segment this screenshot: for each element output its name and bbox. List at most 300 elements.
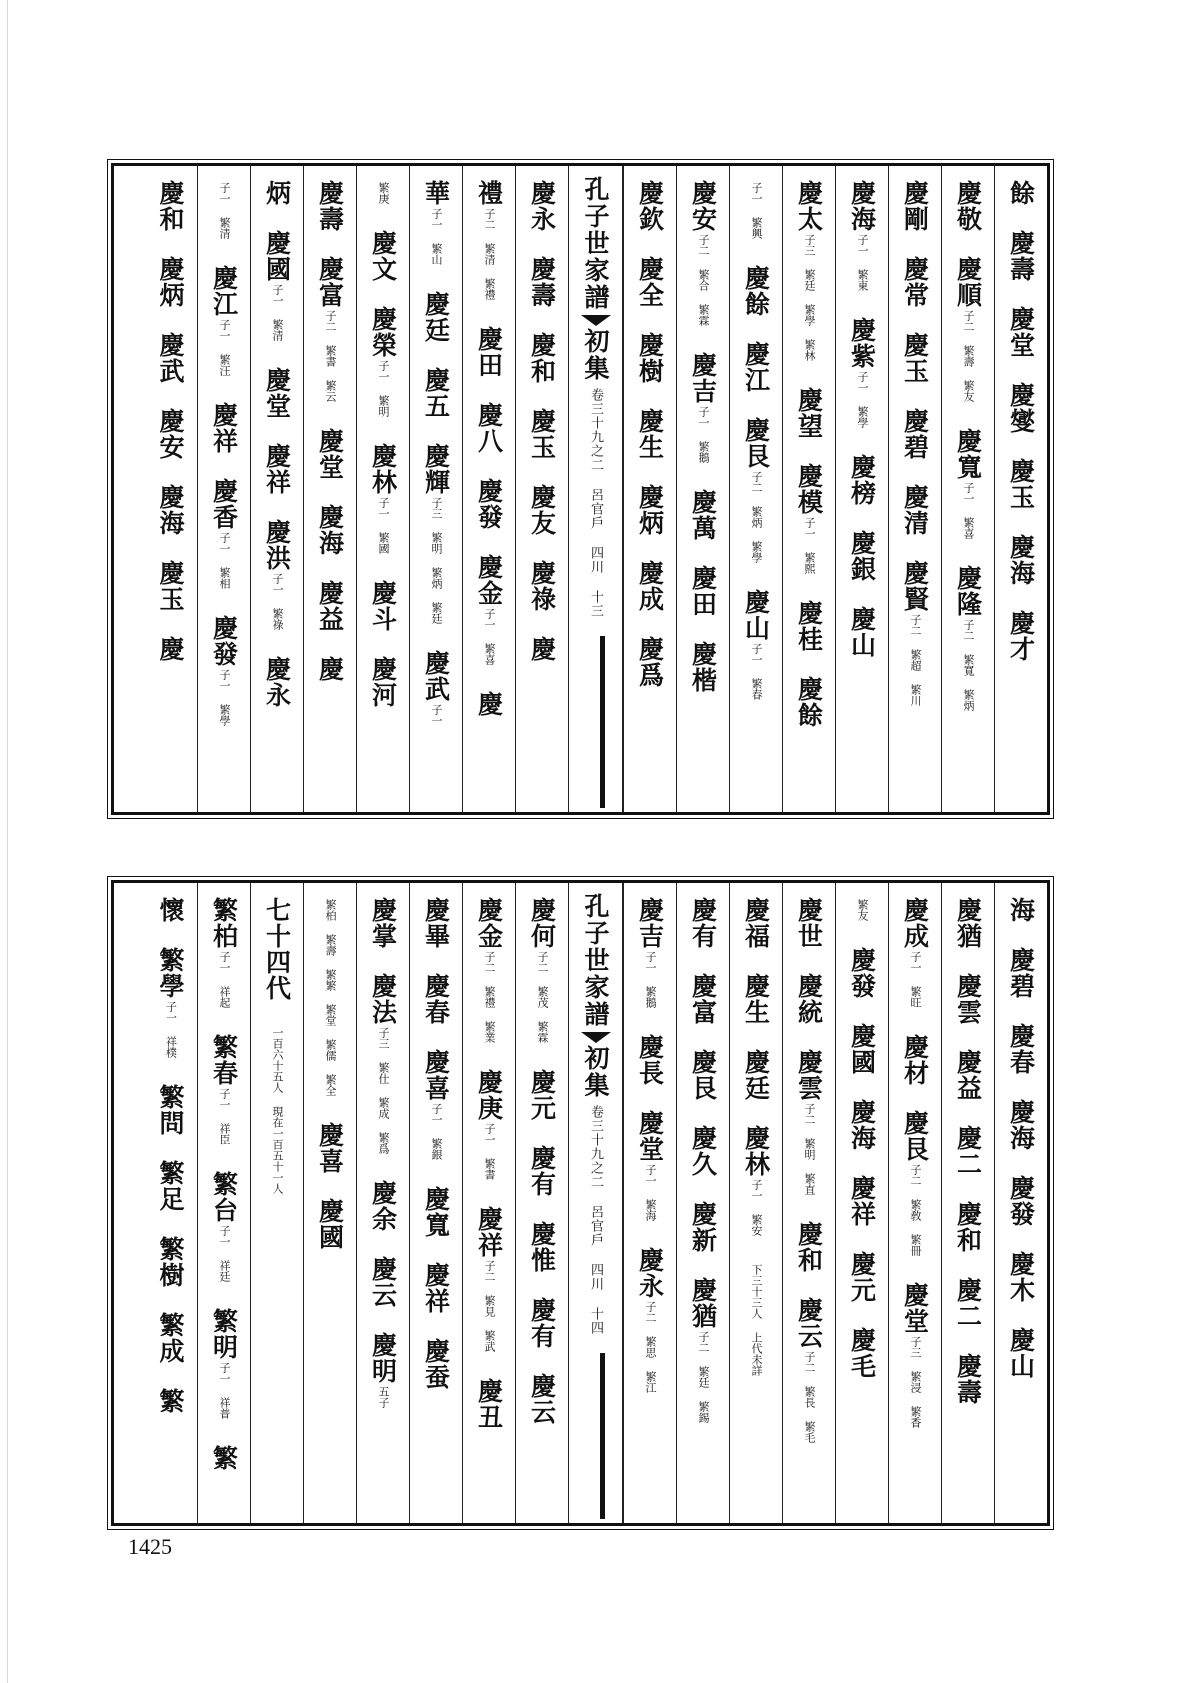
- entry-group: [527, 1145, 557, 1197]
- entry-group: [474, 691, 504, 717]
- entry-annotation: 子一 繁山: [430, 208, 443, 265]
- entry-group: [527, 256, 557, 308]
- entry-group: [527, 1069, 557, 1121]
- entry-group: [794, 1221, 824, 1273]
- entry-name: 慶畢: [421, 897, 451, 949]
- entry-name: 慶全: [635, 256, 665, 308]
- entry-name: 慶: [315, 656, 345, 682]
- entry-column: [835, 166, 888, 812]
- entry-column: [144, 883, 197, 1523]
- entry-group: [1006, 1327, 1036, 1379]
- entry-name: 慶炳: [156, 256, 185, 308]
- entry-annotation: 子一 繁鵝: [644, 951, 657, 1008]
- entry-annotation: 子一 祥普: [218, 1362, 231, 1419]
- book-title: 孔子世家譜: [581, 176, 610, 311]
- entry-annotation: 子二 繁見 繁武: [483, 1260, 496, 1352]
- entry-column: [250, 166, 303, 812]
- entry-group: [527, 180, 557, 232]
- entry-annotation: 子二 繁思 繁江: [644, 1301, 657, 1393]
- entry-annotation: 子二 繁明 繁直: [803, 1103, 816, 1195]
- entry-group: [421, 1186, 451, 1238]
- entry-group: [794, 600, 824, 652]
- entry-name: 慶海: [1006, 1099, 1036, 1151]
- entry-name: 慶艮: [741, 417, 771, 469]
- entry-name: 慶望: [794, 387, 824, 439]
- entry-annotation: 子二 繁茂 繁霖: [536, 951, 549, 1043]
- entry-name: 慶和: [527, 332, 557, 384]
- entry-name: 慶祥: [474, 1206, 504, 1258]
- entry-group: [368, 580, 398, 632]
- entry-group: [262, 656, 292, 708]
- center-rule-bar: [600, 636, 605, 808]
- entry-annotation: 子三 繁浸 繁香: [909, 1336, 922, 1428]
- entry-group: [953, 1049, 983, 1101]
- entry-name: 慶堂: [262, 367, 292, 419]
- entry-group: [315, 656, 345, 682]
- entry-group: [527, 1297, 557, 1349]
- entry-name: 慶和: [953, 1201, 983, 1253]
- entry-group: [847, 180, 877, 293]
- entry-group: [158, 1388, 183, 1414]
- entry-group: [376, 180, 390, 206]
- entry-column: [356, 883, 409, 1523]
- entry-name: 慶林: [741, 1125, 771, 1177]
- entry-column: [676, 883, 729, 1523]
- entry-name: 繁: [156, 1388, 185, 1414]
- entry-group: [847, 454, 877, 506]
- entry-group: [900, 408, 930, 460]
- entry-group: [421, 180, 451, 267]
- entry-group: [847, 1251, 877, 1303]
- entry-group: [421, 1049, 451, 1162]
- fish-tail-mark: [581, 1032, 611, 1043]
- entry-group: [1006, 306, 1036, 358]
- entry-name: 慶壽: [315, 180, 345, 232]
- entry-annotation: 子一 繁鵝: [697, 406, 710, 463]
- entry-group: [270, 1025, 284, 1196]
- entry-column: [729, 166, 782, 812]
- entry-annotation: 子二 繁炳 繁學: [750, 471, 763, 563]
- entry-name: 慶毛: [847, 1327, 877, 1379]
- entry-annotation: 子一: [430, 704, 443, 726]
- fish-tail-mark: [581, 315, 611, 326]
- entry-name: 慶有: [688, 897, 718, 949]
- entry-column: [676, 166, 729, 812]
- entry-group: [953, 1201, 983, 1253]
- entry-column: [515, 883, 568, 1523]
- entry-name: 慶二: [953, 1277, 983, 1329]
- entry-name: 慶國: [847, 1023, 877, 1075]
- entry-name: 慶萬: [688, 489, 718, 541]
- entry-group: [1006, 382, 1036, 434]
- entry-name: 慶木: [1006, 1251, 1036, 1303]
- entry-column: [462, 883, 515, 1523]
- entry-group: [688, 897, 718, 949]
- entry-group: [635, 484, 665, 536]
- entry-group: [158, 1236, 183, 1288]
- entry-group: [368, 656, 398, 708]
- entry-name: 繁: [209, 1445, 239, 1471]
- entry-name: 慶香: [209, 478, 239, 530]
- entry-column: [994, 883, 1047, 1523]
- entry-group: [635, 332, 665, 384]
- entry-column: [515, 166, 568, 812]
- entry-annotation: 子一 繁祿: [271, 573, 284, 630]
- chapter-page-info: 卷三十九之二 呂官戶 四川 十四: [588, 1105, 603, 1335]
- entry-group: [847, 1327, 877, 1379]
- entry-name: 慶炳: [635, 484, 665, 536]
- entry-name: 慶久: [688, 1125, 718, 1177]
- entry-group: [262, 519, 292, 632]
- entry-group: [688, 1277, 718, 1425]
- entry-name: 慶有: [527, 1297, 557, 1349]
- entry-name: 慶發: [1006, 1175, 1036, 1227]
- entry-group: [855, 897, 869, 923]
- entry-annotation: 子二 繁合 繁霖: [697, 234, 710, 326]
- entry-annotation: 子一 繁書: [483, 1123, 496, 1180]
- page-columns: [114, 166, 1047, 812]
- entry-name: 慶榜: [847, 454, 877, 506]
- entry-annotation: 子一 繁國: [377, 497, 390, 554]
- entry-name: 慶廷: [741, 1049, 771, 1101]
- entry-group: [262, 897, 292, 1001]
- entry-group: [953, 1353, 983, 1405]
- entry-annotation: 子二 繁清 繁禮: [483, 208, 496, 300]
- entry-column: [623, 166, 676, 812]
- entry-group: [741, 1049, 771, 1101]
- entry-group: [209, 1445, 239, 1471]
- entry-annotation: 子二 繁寬 繁炳: [962, 619, 975, 711]
- entry-name: 慶江: [209, 265, 239, 317]
- entry-name: 慶祥: [421, 1262, 451, 1314]
- entry-name: 慶雲: [794, 1049, 824, 1101]
- entry-name: 懷: [156, 897, 185, 923]
- entry-name: 慶明: [368, 1332, 398, 1384]
- entry-group: [635, 256, 665, 308]
- entry-name: 慶和: [794, 1221, 824, 1273]
- entry-group: [953, 1277, 983, 1329]
- entry-group: [900, 897, 930, 1010]
- entry-name: 慶有: [527, 1145, 557, 1197]
- entry-group: [158, 560, 183, 612]
- entry-name: 慶壽: [1006, 230, 1036, 282]
- entry-annotation: 子二 繁超 繁川: [909, 614, 922, 706]
- entry-name: 慶丑: [474, 1378, 504, 1430]
- entry-name: 慶安: [688, 180, 718, 232]
- entry-name: 慶統: [794, 973, 824, 1025]
- entry-group: [953, 180, 983, 232]
- entry-group: [474, 180, 504, 302]
- entry-name: 慶國: [262, 230, 292, 282]
- entry-group: [900, 1282, 930, 1430]
- entry-annotation: 子二 繁敎 繁冊: [909, 1164, 922, 1256]
- entry-name: 慶春: [421, 973, 451, 1025]
- entry-name: 慶輝: [421, 443, 451, 495]
- entry-group: [749, 1262, 763, 1378]
- entry-name: 慶永: [635, 1247, 665, 1299]
- entry-group: [635, 1247, 665, 1395]
- entry-name: 繁問: [156, 1084, 185, 1136]
- entry-name: 慶云: [527, 1373, 557, 1425]
- entry-name: 慶金: [474, 897, 504, 949]
- entry-group: [315, 504, 345, 556]
- center-rule-bar: [600, 1353, 605, 1519]
- entry-group: [158, 484, 183, 536]
- entry-name: 慶山: [741, 589, 771, 641]
- entry-annotation: 子二 繁禮 繁業: [483, 951, 496, 1043]
- entry-name: 慶材: [900, 1034, 930, 1086]
- entry-group: [794, 1049, 824, 1197]
- entry-group: [688, 641, 718, 693]
- entry-group: [474, 897, 504, 1045]
- entry-name: 慶生: [741, 973, 771, 1025]
- entry-annotation: 子一 繁清: [271, 284, 284, 341]
- entry-group: [209, 1171, 239, 1284]
- entry-group: [158, 180, 183, 232]
- entry-name: 慶益: [315, 580, 345, 632]
- entry-annotation: 子一 繁安: [750, 1179, 763, 1236]
- entry-group: [688, 1201, 718, 1253]
- entry-group: [315, 256, 345, 404]
- entry-name: 慶堂: [635, 1110, 665, 1162]
- entry-group: [635, 180, 665, 232]
- entry-group: [847, 530, 877, 582]
- entry-group: [209, 402, 239, 454]
- entry-annotation: 子一 繁熙: [803, 517, 816, 574]
- entry-name: 慶山: [1006, 1327, 1036, 1379]
- entry-name: 繁台: [209, 1171, 239, 1223]
- entry-annotation: 子一 繁銀: [430, 1103, 443, 1160]
- entry-name: 慶江: [741, 341, 771, 393]
- entry-name: 慶海: [1006, 534, 1036, 586]
- entry-group: [688, 180, 718, 328]
- entry-column: [144, 166, 197, 812]
- entry-name: 慶喜: [421, 1049, 451, 1101]
- entry-annotation: 子一 祥臣: [218, 1088, 231, 1145]
- entry-group: [262, 443, 292, 495]
- entry-name: 慶海: [847, 180, 877, 232]
- entry-name: 炳: [262, 180, 292, 206]
- entry-group: [158, 947, 183, 1060]
- entry-group: [847, 317, 877, 430]
- entry-annotation: 子一 繁喜: [483, 608, 496, 665]
- entry-annotation: 子一 繁學: [218, 669, 231, 726]
- entry-name: 慶永: [527, 180, 557, 232]
- entry-group: [158, 408, 183, 460]
- entry-name: 慶祥: [262, 443, 292, 495]
- entry-name: 慶壽: [527, 256, 557, 308]
- book-title: 孔子世家譜: [581, 893, 610, 1028]
- entry-name: 慶金: [474, 554, 504, 606]
- entry-annotation: 繁友: [856, 899, 869, 921]
- entry-group: [315, 428, 345, 480]
- entry-group: [209, 478, 239, 591]
- entry-group: [900, 560, 930, 708]
- entry-group: [794, 180, 824, 363]
- entry-name: 慶餘: [741, 265, 771, 317]
- entry-group: [158, 636, 183, 662]
- entry-group: [158, 1312, 183, 1364]
- entry-name: 慶玉: [1006, 458, 1036, 510]
- entry-annotation: 繁庚: [377, 182, 390, 204]
- entry-annotation: 子一 繁汪: [218, 319, 231, 376]
- entry-name: 慶海: [847, 1099, 877, 1151]
- entry-name: 慶武: [156, 332, 185, 384]
- entry-annotation: 子一 繁東: [856, 234, 869, 291]
- entry-name: 慶雲: [953, 973, 983, 1025]
- entry-name: 慶寬: [953, 428, 983, 480]
- entry-column: [782, 166, 835, 812]
- entry-group: [847, 1099, 877, 1151]
- entry-group: [209, 897, 239, 1010]
- entry-group: [794, 897, 824, 949]
- entry-group: [635, 408, 665, 460]
- entry-name: 繁明: [209, 1308, 239, 1360]
- entry-annotation: 子一 繁清: [218, 182, 231, 239]
- entry-group: [635, 1034, 665, 1086]
- entry-group: [900, 1034, 930, 1086]
- entry-name: 慶堂: [315, 428, 345, 480]
- volume-label: 初集: [581, 1045, 610, 1099]
- entry-column: [782, 883, 835, 1523]
- entry-group: [368, 1256, 398, 1308]
- entry-group: [900, 332, 930, 384]
- entry-name: 餘: [1006, 180, 1036, 206]
- entry-annotation: 子一 祥起: [218, 951, 231, 1008]
- page-number: 1425: [128, 1534, 172, 1559]
- entry-group: [635, 1110, 665, 1223]
- entry-group: [527, 636, 557, 662]
- entry-group: [158, 256, 183, 308]
- entry-group: [527, 484, 557, 536]
- entry-annotation: 子一 繁喜: [962, 482, 975, 539]
- entry-name: 慶田: [474, 326, 504, 378]
- entry-column: [303, 166, 356, 812]
- entry-column: [462, 166, 515, 812]
- entry-group: [847, 1175, 877, 1227]
- entry-name: 慶祥: [847, 1175, 877, 1227]
- center-header-column: [568, 883, 623, 1523]
- entry-name: 慶銀: [847, 530, 877, 582]
- entry-annotation: 子二 繁長 繁毛: [803, 1351, 816, 1443]
- entry-name: 慶堂: [1006, 306, 1036, 358]
- entry-name: 慶掌: [368, 897, 398, 949]
- entry-annotation: 子三 繁仕 繁成 繁爲: [377, 1027, 390, 1154]
- entry-group: [1006, 1099, 1036, 1151]
- entry-group: [1006, 897, 1036, 923]
- entry-column: [994, 166, 1047, 812]
- entry-name: 慶廷: [421, 291, 451, 343]
- entry-name: 慶發: [474, 478, 504, 530]
- entry-annotation: 子一 繁旺: [909, 951, 922, 1008]
- entry-group: [421, 367, 451, 419]
- entry-annotation: 子一 繁相: [218, 532, 231, 589]
- entry-name: 慶二: [953, 1125, 983, 1177]
- entry-group: [900, 180, 930, 232]
- entry-annotation: 子二 繁廷 繁錫: [697, 1331, 710, 1423]
- entry-name: 慶順: [953, 256, 983, 308]
- entry-group: [847, 1023, 877, 1075]
- entry-group: [794, 1297, 824, 1445]
- entry-group: [794, 387, 824, 439]
- entry-name: 慶碧: [900, 408, 930, 460]
- entry-name: 慶海: [315, 504, 345, 556]
- entry-name: 慶武: [421, 650, 451, 702]
- entry-annotation: 子一 繁明: [377, 360, 390, 417]
- entry-group: [368, 306, 398, 419]
- entry-name: 慶玉: [900, 332, 930, 384]
- entry-group: [158, 332, 183, 384]
- entry-group: [527, 560, 557, 612]
- entry-column: [623, 883, 676, 1523]
- scan-edge-line: [7, 0, 8, 1683]
- entry-name: 慶欽: [635, 180, 665, 232]
- entry-column: [888, 883, 941, 1523]
- entry-group: [527, 897, 557, 1045]
- entry-group: [421, 1338, 451, 1390]
- entry-name: 慶清: [900, 484, 930, 536]
- entry-name: 慶長: [635, 1034, 665, 1086]
- entry-group: [209, 1034, 239, 1147]
- entry-group: [953, 897, 983, 949]
- entry-name: 慶壽: [953, 1353, 983, 1405]
- entry-name: 慶余: [368, 1180, 398, 1232]
- entry-name: 慶猶: [953, 897, 983, 949]
- entry-column: [941, 883, 994, 1523]
- entry-name: 慶益: [953, 1049, 983, 1101]
- entry-name: 慶八: [474, 402, 504, 454]
- entry-name: 慶楷: [688, 641, 718, 693]
- entry-name: 慶發: [209, 615, 239, 667]
- volume-label: 初集: [581, 328, 610, 382]
- entry-column: [941, 166, 994, 812]
- entry-column: [356, 166, 409, 812]
- entry-group: [741, 589, 771, 702]
- entry-name: 海: [1006, 897, 1036, 923]
- entry-group: [794, 676, 824, 728]
- entry-group: [953, 1125, 983, 1177]
- entry-group: [741, 341, 771, 393]
- entry-name: 慶紫: [847, 317, 877, 369]
- entry-group: [1006, 230, 1036, 282]
- entry-name: 慶元: [527, 1069, 557, 1121]
- entry-group: [315, 180, 345, 232]
- entry-name: 慶剛: [900, 180, 930, 232]
- entry-group: [368, 1332, 398, 1410]
- entry-name: 慶: [474, 691, 504, 717]
- entry-column: [409, 883, 462, 1523]
- entry-annotation: 子二 繁壽 繁友: [962, 310, 975, 402]
- entry-annotation: 繁柏 繁壽 繁繁 繁堂 繁儒 繁全: [324, 899, 337, 1096]
- entry-name: 慶榮: [368, 306, 398, 358]
- entry-group: [749, 180, 763, 241]
- entry-group: [315, 1122, 345, 1174]
- entry-name: 慶隆: [953, 565, 983, 617]
- entry-group: [262, 230, 292, 343]
- center-header-column: [568, 166, 623, 812]
- entry-group: [688, 1049, 718, 1101]
- entry-group: [688, 565, 718, 617]
- entry-annotation: 五子: [377, 1386, 390, 1408]
- entry-name: 慶安: [156, 408, 185, 460]
- entry-name: 繁成: [156, 1312, 185, 1364]
- genealogy-page-bottom: [111, 880, 1050, 1526]
- entry-name: 慶發: [847, 947, 877, 999]
- entry-name: 慶艮: [688, 1049, 718, 1101]
- entry-name: 繁樹: [156, 1236, 185, 1288]
- entry-group: [1006, 947, 1036, 999]
- entry-column: [197, 166, 250, 812]
